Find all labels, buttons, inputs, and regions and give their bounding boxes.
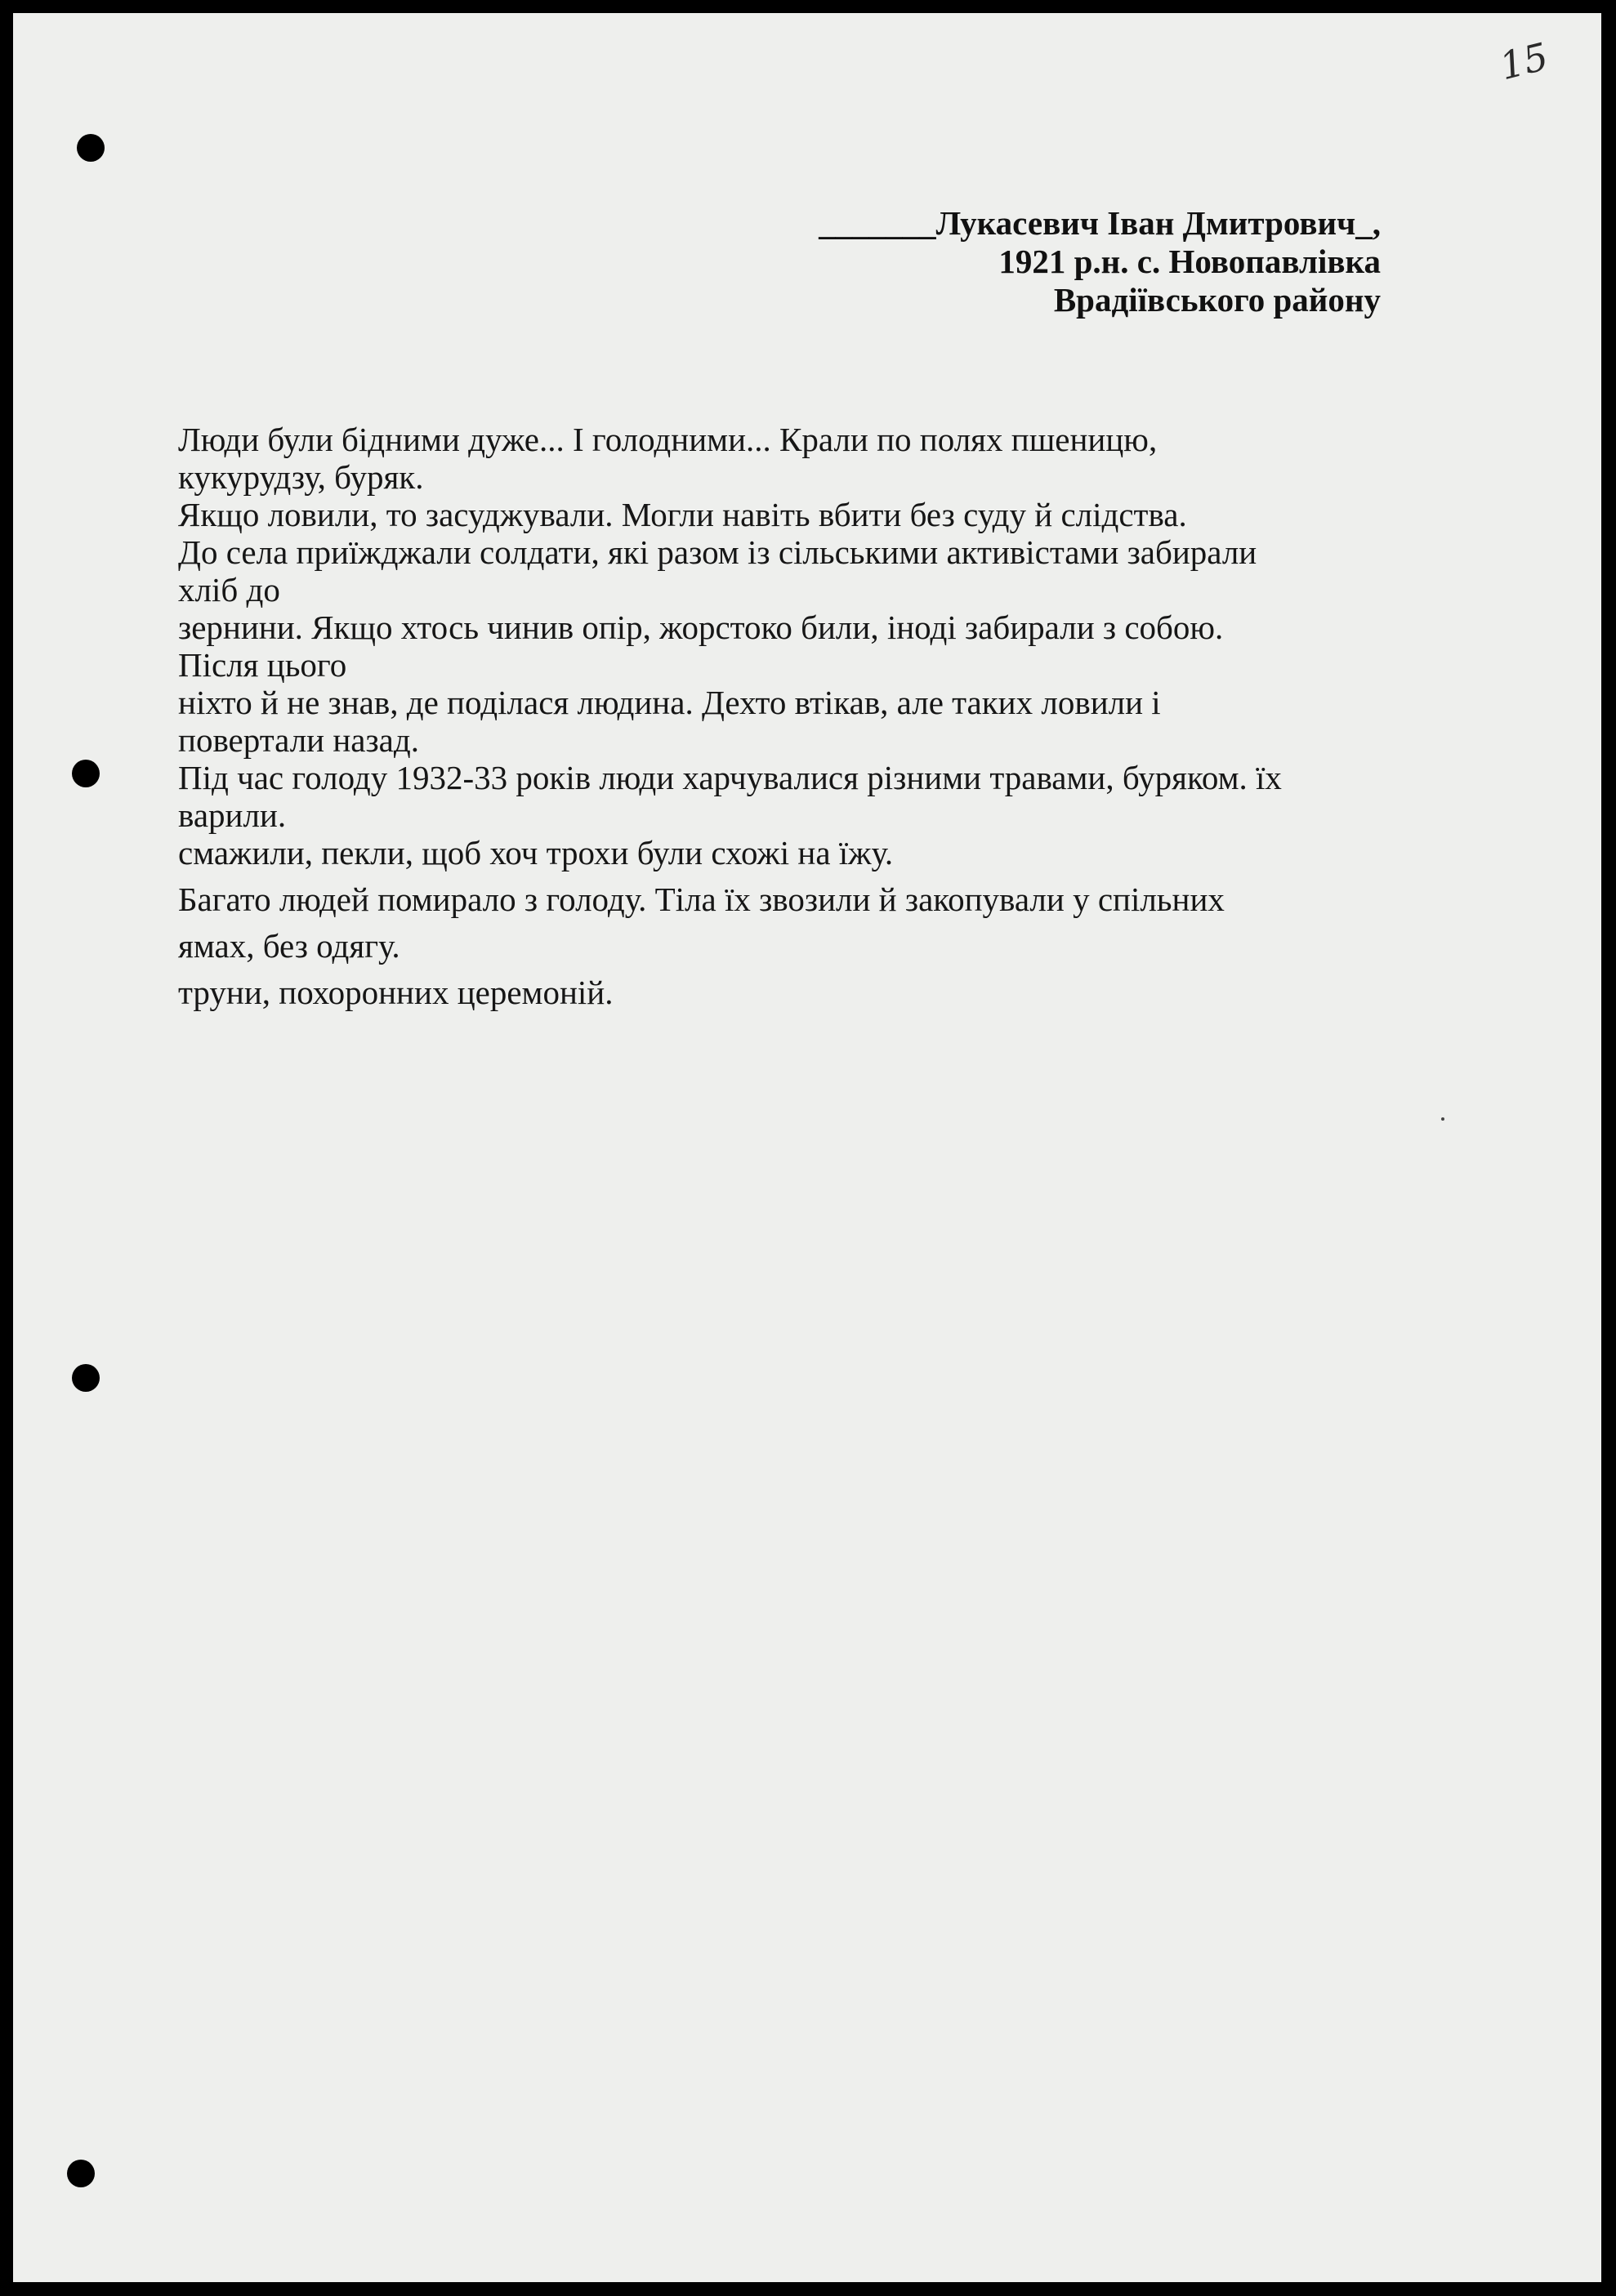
body-line: Люди були бідними дуже... І голодними... Крали по полях пшеницю, bbox=[178, 421, 1158, 458]
body-line: смажили, пекли, щоб хоч трохи були схожі на їжу. bbox=[178, 834, 894, 872]
punch-hole-2 bbox=[72, 760, 100, 787]
body-text bbox=[178, 421, 1469, 1012]
body-line: труни, похоронних церемоній. bbox=[178, 974, 614, 1011]
body-line: До села приїжджали солдати, які разом із сільськими активістами забирали bbox=[178, 533, 1257, 571]
body-line: кукурудзу, буряк. bbox=[178, 458, 424, 496]
paper-speck bbox=[1441, 1117, 1444, 1121]
punch-hole-4 bbox=[67, 2160, 95, 2187]
punch-hole-3 bbox=[72, 1364, 100, 1392]
header-district-line: Врадіївського району bbox=[1053, 281, 1381, 319]
document-page bbox=[13, 13, 1601, 2282]
body-line: хліб до bbox=[178, 571, 280, 609]
body-line: ямах, без одягу. bbox=[178, 927, 400, 965]
header-birth-line: 1921 р.н. с. Новопавлівка bbox=[998, 243, 1381, 280]
body-line: Якщо ловили, то засуджували. Могли навіть вбити без суду й слідства. bbox=[178, 496, 1187, 533]
body-line: зернини. Якщо хтось чинив опір, жорстоко били, іноді забирали з собою. bbox=[178, 609, 1224, 646]
body-line: Під час голоду 1932-33 років люди харчувалися різними травами, буряком. їх bbox=[178, 759, 1282, 796]
punch-hole-1 bbox=[77, 134, 105, 162]
header-block bbox=[819, 204, 1381, 319]
body-line: повертали назад. bbox=[178, 721, 419, 759]
handwritten-page-number: 15 bbox=[1495, 33, 1553, 89]
body-line: Багато людей помирало з голоду. Тіла їх звозили й закопували у спільних bbox=[178, 881, 1225, 918]
body-line: ніхто й не знав, де поділася людина. Дехто втікав, але таких ловили і bbox=[178, 684, 1161, 721]
body-line: Після цього bbox=[178, 646, 347, 684]
body-line: варили. bbox=[178, 796, 287, 834]
header-name-line: _______Лукасевич Іван Дмитрович_, bbox=[819, 204, 1381, 242]
